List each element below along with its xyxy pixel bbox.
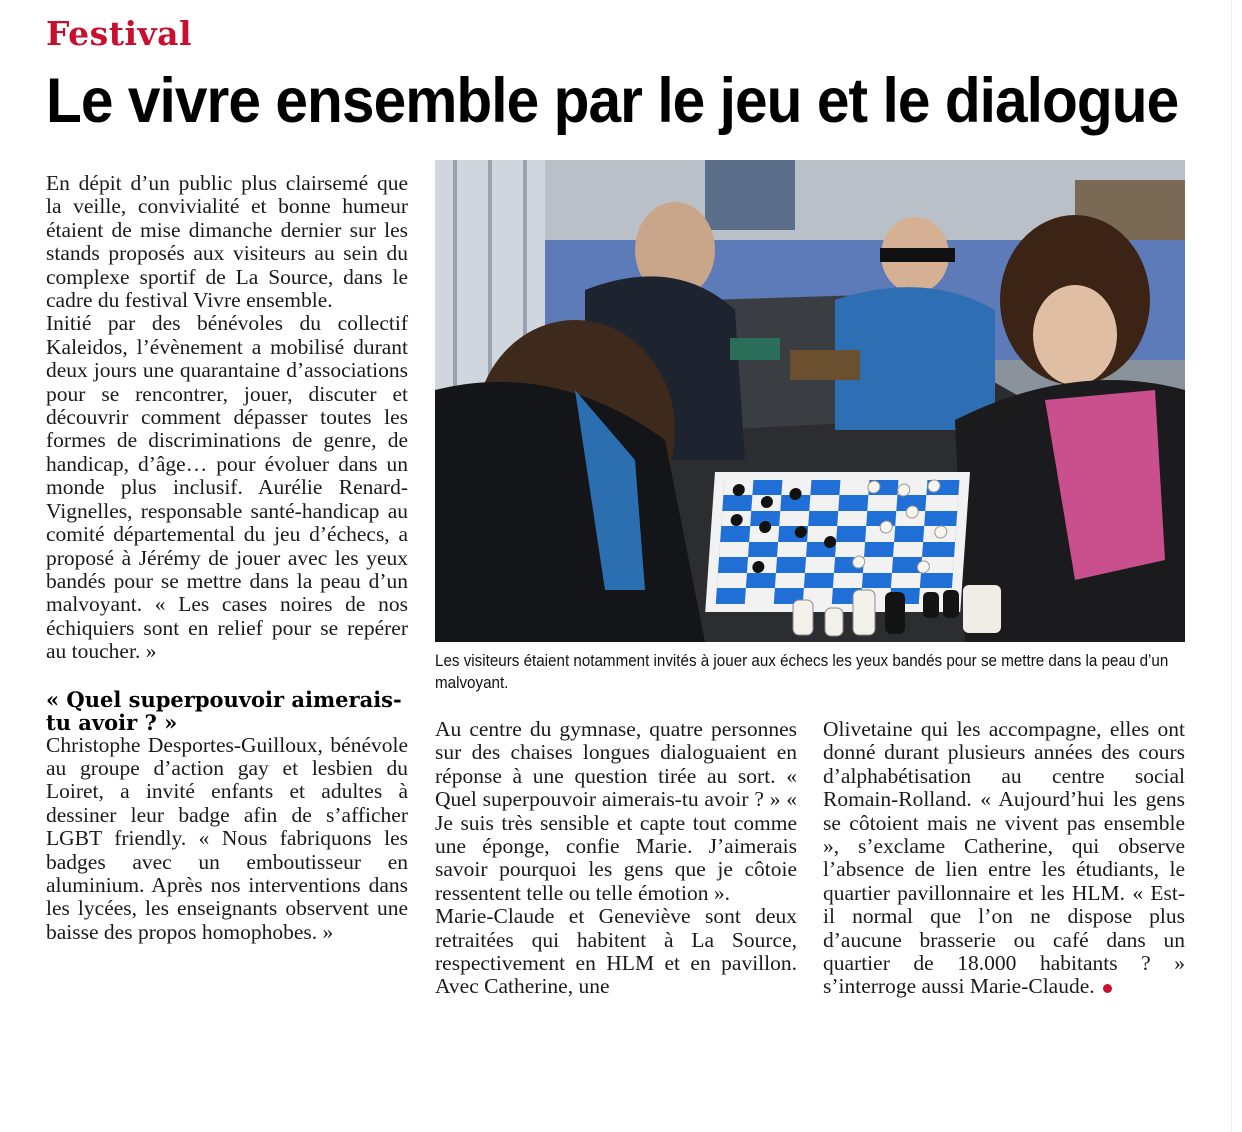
end-of-article-dot-icon: [1103, 984, 1112, 993]
chess-players-photo: [435, 160, 1185, 642]
paragraph: [823, 718, 1185, 999]
photo-caption: Les visiteurs étaient notamment invités à jouer aux échecs les yeux bandés pour se mettre dans la peau d’un malvoyant.: [435, 652, 1169, 692]
section-kicker: Festival: [46, 14, 193, 53]
intertitle: « Quel superpouvoir aimerais-tu avoir ? »: [46, 686, 402, 735]
article-column-2: [435, 718, 797, 999]
page-edge: [1231, 0, 1232, 1132]
paragraph: Initié par des bénévoles du collectif Kaleidos, l’évènement a mobilisé durant deux jours une quarantaine d’associations pour se rencontrer, jouer, discuter et découvrir comment dépasser toutes les formes de discriminations de genre, de handicap, d’âge… pour évoluer dans un monde plus inclusif. Aurélie Renard-Vignelles, responsable santé-handicap au comité départemental du jeu d’échecs, a proposé à Jérémy de jouer avec les yeux bandés pour se mettre dans la peau d’un malvoyant. « Les cases noires de nos échiquiers sont en relief pour se repérer au toucher. »: [46, 311, 408, 664]
paragraph-text: Olivetaine qui les accompagne, elles ont donné durant plusieurs années des cours d’alphabétisation au centre social Romain-Rolland. « Aujourd’hui les gens se côtoient mais ne vivent pas ensemble », s’exclame Catherine, qui observe l’absence de lien entre les étudiants, le quartier pavillonnaire et les HLM. « Est-il normal que l’on ne dispose plus d’aucune brasserie ou café dans un quartier de 18.000 habitants ? » s’interroge aussi Marie-Claude.: [823, 717, 1185, 999]
paragraph: Marie-Claude et Geneviève sont deux retraitées qui habitent à La Source, respectivement en HLM et en pavillon. Avec Catherine, une: [435, 904, 797, 999]
article-column-1: [46, 172, 408, 944]
chessboard: [705, 472, 970, 612]
paragraph: En dépit d’un public plus clairsemé que la veille, convivialité et bonne humeur étaient de mise dimanche dernier sur les stands proposés aux visiteurs au sein du complexe sportif de La Source, dans le cadre du festival Vivre ensemble.: [46, 171, 408, 313]
article-column-3: [823, 718, 1185, 999]
article-photo: [435, 160, 1185, 642]
article-headline: Le vivre ensemble par le jeu et le dialogue: [46, 66, 1179, 136]
paragraph: Au centre du gymnase, quatre personnes sur des chaises longues dialoguaient en réponse à une question tirée au sort. « Quel superpouvoir aimerais-tu avoir ? » « Je suis très sensible et capte tout comme une éponge, confie Marie. J’aimerais savoir pourquoi les gens que je côtoie ressentent telle ou telle émotion ».: [435, 717, 797, 905]
paragraph: Christophe Desportes-Guilloux, bénévole au groupe d’action gay et lesbien du Loiret, a invité enfants et adultes à dessiner leur badge afin de s’afficher LGBT friendly. « Nous fabriquons les badges avec un emboutisseur en aluminium. Après nos interventions dans les lycées, les enseignants observent une baisse des propos homophobes. »: [46, 732, 408, 944]
